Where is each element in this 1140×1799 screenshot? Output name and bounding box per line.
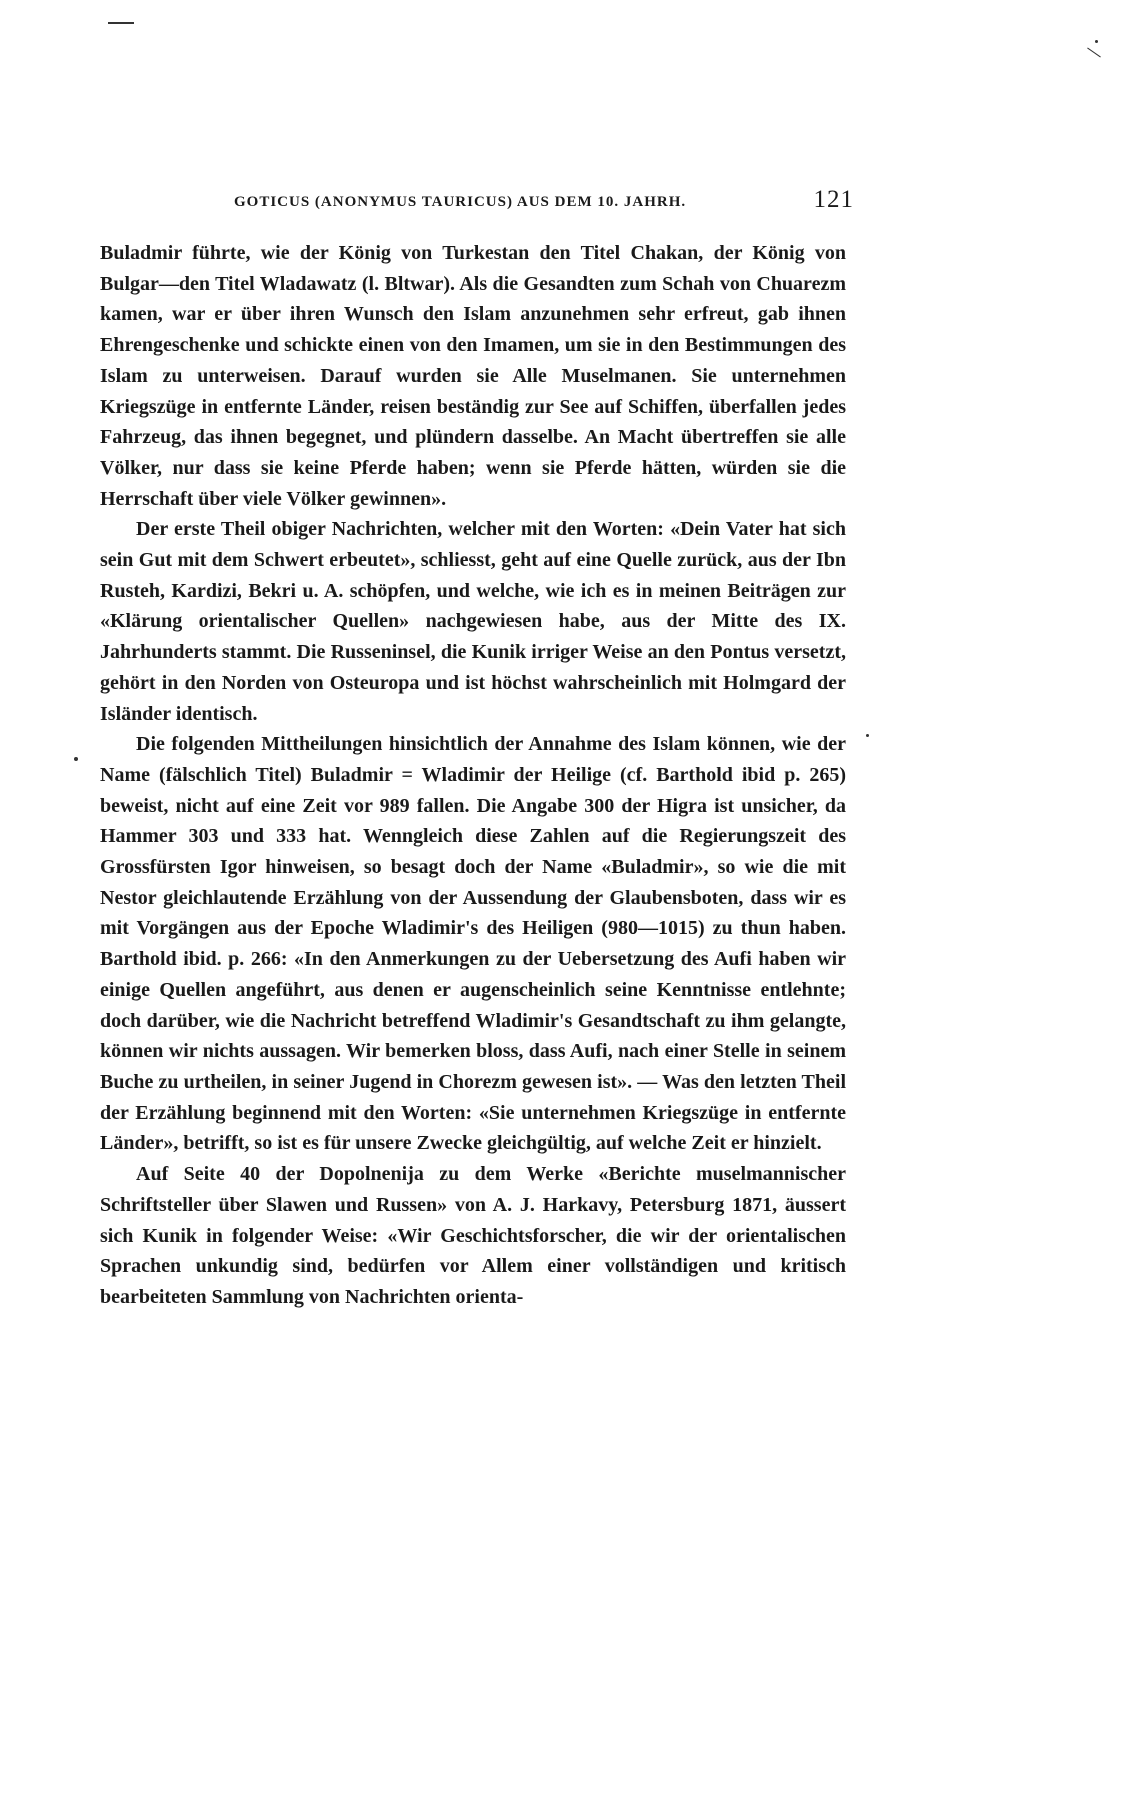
scan-mark xyxy=(74,757,78,761)
body-text xyxy=(100,238,846,1313)
scan-mark xyxy=(108,22,134,24)
paragraph: Buladmir führte, wie der König von Turkestan den Titel Chakan, der König von Bulgar—den Titel Wladawatz (l. Bltwar). Als die Gesandten zum Schah von Chuarezm kamen, war er über ihren Wunsch den Islam anzunehmen sehr erfreut, gab ihnen Ehrengeschenke und schickte einen von den Imamen, um sie in den Bestimmungen des Islam zu unterweisen. Darauf wurden sie Alle Muselmanen. Sie unternehmen Kriegszüge in entfernte Länder, reisen beständig zur See auf Schiffen, überfallen jedes Fahrzeug, das ihnen begegnet, und plündern dasselbe. An Macht übertreffen sie alle Völker, nur dass sie keine Pferde haben; wenn sie Pferde hätten, würden sie die Herrschaft über viele Völker gewinnen». xyxy=(100,242,846,510)
paragraph: Der erste Theil obiger Nachrichten, welcher mit den Worten: «Dein Vater hat sich sein Gut mit dem Schwert erbeutet», schliesst, geht auf eine Quelle zurück, aus der Ibn Rusteh, Kardizi, Bekri u. A. schöpfen, und welche, wie ich es in meinen Beiträgen zur «Klärung orientalischer Quellen» nachgewiesen habe, aus der Mitte des IX. Jahrhunderts stammt. Die Russeninsel, die Kunik irriger Weise an den Pontus versetzt, gehört in den Norden von Osteuropa und ist höchst wahrscheinlich mit Holmgard der Isländer identisch. xyxy=(100,518,846,725)
paragraph: Auf Seite 40 der Dopolnenija zu dem Werke «Berichte muselmannischer Schriftsteller über Slawen und Russen» von A. J. Harkavy, Petersburg 1871, äussert sich Kunik in folgender Weise: «Wir Geschichtsforscher, die wir der orientalischen Sprachen unkundig sind, bedürfen vor Allem einer vollständigen und kritisch bearbeiteten Sammlung von Nachrichten orienta- xyxy=(100,1163,846,1308)
running-head: GOTICUS (ANONYMUS TAURICUS) AUS DEM 10. JAHRH. xyxy=(234,194,687,210)
page-number: 121 xyxy=(813,186,854,213)
paragraph: Die folgenden Mittheilungen hinsichtlich der Annahme des Islam können, wie der Name (fälschlich Titel) Buladmir = Wladimir der Heilige (cf. Barthold ibid p. 265) beweist, nicht auf eine Zeit vor 989 fallen. Die Angabe 300 der Higra ist unsicher, da Hammer 303 und 333 hat. Wenngleich diese Zahlen auf die Regierungszeit des Grossfürsten Igor hinweisen, so besagt doch der Name «Buladmir», so wie die mit Nestor gleichlautende Erzählung von der Aussendung der Glaubensboten, dass wir es mit Vorgängen aus der Epoche Wladimir's des Heiligen (980—1015) zu thun haben. Barthold ibid. p. 266: «In den Anmerkungen zu der Uebersetzung des Aufi haben wir einige Quellen angeführt, aus denen er augenscheinlich seine Kenntnisse entlehnte; doch darüber, wie die Nachricht betreffend Wladimir's Gesandtschaft zu ihm gelangte, können wir nichts aussagen. Wir bemerken bloss, dass Aufi, nach einer Stelle in seinem Buche zu urtheilen, in seiner Jugend in Chorezm gewesen ist». — Was den letzten Theil der Erzählung beginnend mit den Worten: «Sie unternehmen Kriegszüge in entfernte Länder», betrifft, so ist es für unsere Zwecke gleichgültig, auf welche Zeit er hinzielt. xyxy=(100,733,846,1155)
scan-mark xyxy=(866,734,869,737)
scan-mark xyxy=(1087,48,1101,58)
page-header xyxy=(234,186,854,222)
scan-mark xyxy=(1095,40,1098,43)
